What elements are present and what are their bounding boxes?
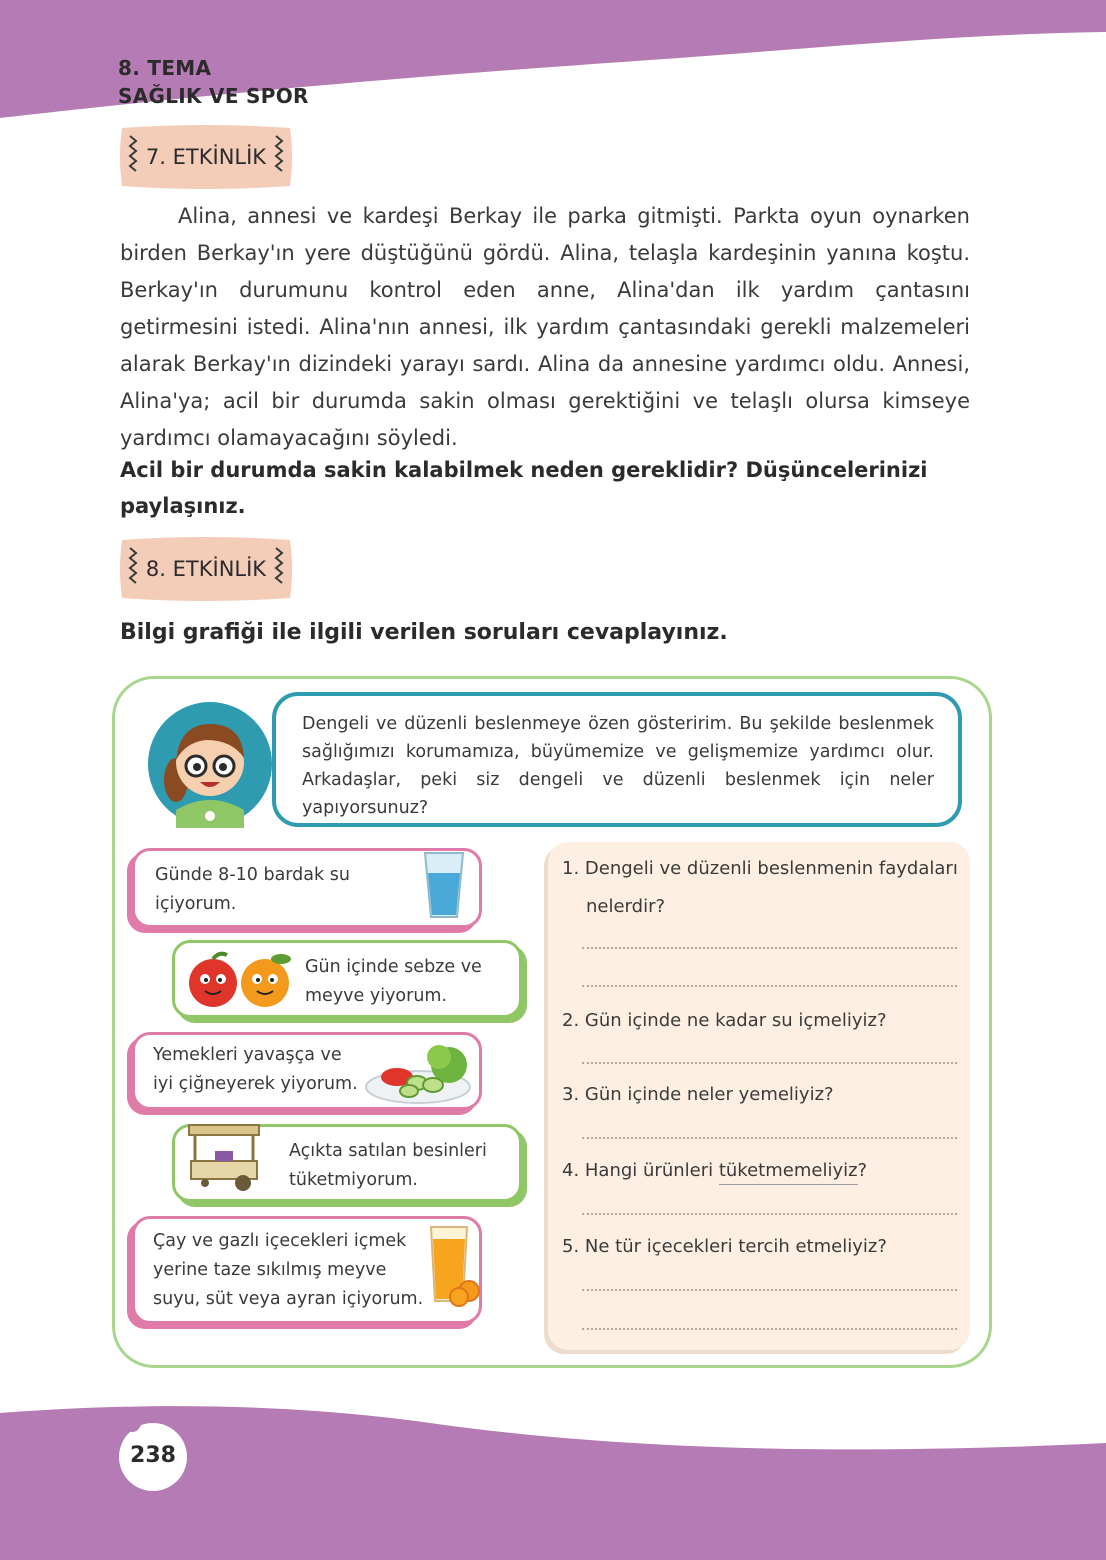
answer-line[interactable] [582, 985, 957, 987]
question-4-underlined: tüketmemeliyiz [719, 1160, 858, 1185]
activity-8-label: 8. ETKİNLİK [145, 557, 267, 581]
tip-street-food [172, 1124, 522, 1202]
tip-water-text: Günde 8-10 bardak su içiyorum. [155, 865, 350, 914]
answer-line[interactable] [582, 1213, 957, 1215]
activity-8-instruction: Bilgi grafiği ile ilgili verilen soruları cevaplayınız. [120, 620, 728, 645]
tip-chewing-text: Yemekleri yavaşça ve iyi çiğneyerek yiyorum. [153, 1045, 358, 1094]
girl-avatar-icon [146, 700, 274, 828]
question-1: 1. Dengeli ve düzenli beslenmenin faydaları [562, 858, 958, 879]
question-3: 3. Gün içinde neler yemeliyiz? [562, 1084, 834, 1105]
question-4-suffix: ? [857, 1160, 868, 1181]
theme-title: SAĞLIK VE SPOR [118, 84, 309, 108]
question-1-continued: nelerdir? [586, 896, 666, 917]
activity-7-badge [116, 122, 296, 192]
activity-7-label: 7. ETKİNLİK [145, 145, 267, 169]
tip-vegetables [172, 940, 522, 1018]
tip-vegetables-text: Gün içinde sebze ve meyve yiyorum. [305, 957, 482, 1006]
bottom-footer-band [0, 1395, 1106, 1560]
tip-street-food-text: Açıkta satılan besinleri tüketmiyorum. [289, 1141, 487, 1190]
question-4 [562, 1156, 867, 1186]
theme-number: 8. TEMA [118, 56, 212, 80]
question-4-prefix: 4. Hangi ürünleri [562, 1160, 719, 1181]
activity-7-question: Acil bir durumda sakin kalabilmek neden gereklidir? Düşüncelerinizi paylaşınız. [120, 458, 928, 518]
answer-line[interactable] [582, 1137, 957, 1139]
answer-line[interactable] [582, 1328, 957, 1330]
salad-plate-icon [363, 1035, 473, 1107]
questions-panel [548, 842, 970, 1350]
tip-drinks [132, 1216, 482, 1324]
food-cart-icon [185, 1121, 265, 1193]
answer-line[interactable] [582, 1062, 957, 1064]
tip-chewing [132, 1032, 482, 1110]
orange-juice-icon [425, 1225, 481, 1307]
activity-8-badge [116, 534, 296, 604]
tip-drinks-text: Çay ve gazlı içecekleri içmek yerine taze sıkılmış meyve suyu, süt veya ayran içiyorum. [153, 1231, 424, 1309]
water-glass-icon [419, 851, 469, 921]
page-number: 238 [130, 1443, 176, 1468]
speech-bubble: Dengeli ve düzenli beslenmeye özen gösteririm. Bu şekilde beslenmek sağlığımızı korumamıza, büyümemize ve gelişmemize yardımcı olur. Arkadaşlar, peki siz dengeli ve düzenli beslenmek için neler yapıyorsunuz? [272, 692, 962, 827]
theme-heading [118, 54, 309, 110]
answer-line[interactable] [582, 947, 957, 949]
question-5: 5. Ne tür içecekleri tercih etmeliyiz? [562, 1236, 887, 1257]
activity-7-story: Alina, annesi ve kardeşi Berkay ile parka gitmişti. Parkta oyun oynarken birden Berkay'ın yere düştüğünü gördü. Alina, telaşla kardeşinin yanına koştu. Berkay'ın durumunu kontrol eden anne, Alina'dan ilk yardım çantasını getirmesini istedi. Alina'nın annesi, ilk yardım çantasındaki gerekli malzemeleri alarak Berkay'ın dizindeki yarayı sardı. Alina da annesine yardımcı oldu. Annesi, Alina'ya; acil bir durumda sakin olması gerektiğini ve telaşlı olursa kimseye yardımcı olamayacağını söyledi. [120, 204, 970, 450]
tip-water [132, 848, 482, 928]
question-2: 2. Gün içinde ne kadar su içmeliyiz? [562, 1010, 887, 1031]
fruits-icon [185, 949, 297, 1013]
answer-line[interactable] [582, 1289, 957, 1291]
